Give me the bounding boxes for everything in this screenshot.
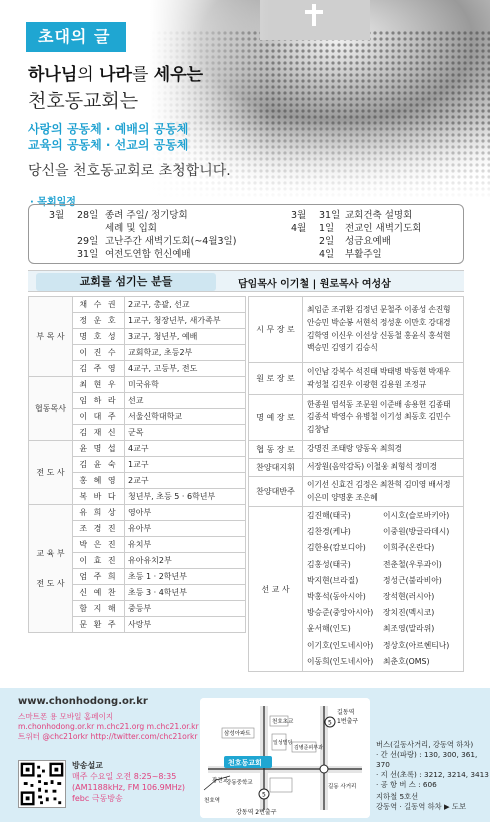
staff-role: 4교구, 고등부, 전도 — [125, 361, 246, 377]
map-label-jct: 길동 사거리 — [328, 784, 357, 790]
staff-name: 정 운 호 — [73, 313, 125, 329]
map-label-gangdong-school: 강동중학교 — [226, 780, 253, 786]
subline-1: 사랑의 공동체 · 예배의 공동체 — [28, 122, 189, 136]
missionary-name: 김홍성(태국) — [307, 559, 351, 569]
subline-2: 교육의 공동체 · 선교의 공동체 — [28, 138, 189, 152]
church-line: 천호동교회는 — [28, 90, 139, 112]
staff-title: 교회를 섬기는 분들 — [36, 273, 216, 291]
schedule-row: 4일 부활주일 — [319, 249, 382, 260]
missionary-name: 이시호(슬로바키아) — [383, 511, 450, 520]
schedule-row: 4월 1일 전교인 새벽기도회 — [291, 223, 422, 234]
staff-name: 이 효 진 — [73, 553, 125, 569]
staff-name: 신 예 찬 — [73, 585, 125, 601]
staff-name: 엄 주 희 — [73, 569, 125, 585]
broadcast-info: 방송설교 매주 수요일 오전 8:25~8:35 (AM1188kHz, FM 106.9MHz) febc 극동방송 — [72, 761, 185, 803]
staff-name: 문 환 주 — [73, 617, 125, 633]
mobile-info: 스마트폰 용 모바일 홈페이지 m.chonhodong.or.kr m.chc21.org m.chc21.or.kr 트위터 @chc21orkr http://twitter.com/chc21orkr — [18, 712, 199, 741]
transit-info: 버스(길동사거리, 강동역 하차) · 간 선(파랑) : 130, 300, 361, 370 · 지 선(초록) : 3212, 3214, 3413 · 공 항 버 스 : 606 지하철 5호선 강동역 · 길동역 하차 ▶ 도보 — [376, 740, 489, 811]
staff-name: 유 희 상 — [73, 505, 125, 521]
missionary-name: 장석현(러시아) — [383, 592, 435, 602]
svg-text:5: 5 — [262, 791, 266, 799]
staff-role: 중등부 — [125, 601, 246, 617]
staff-name: 채 수 권 — [73, 297, 125, 313]
staff-role: 군목 — [125, 425, 246, 441]
staff-row — [29, 441, 246, 457]
map-label-cheonho: 천호역 — [204, 798, 220, 804]
pastor-names: 담임목사 이기철 | 원로목사 여성삼 — [238, 279, 391, 290]
staff-role: 선교 — [125, 393, 246, 409]
map-label-ilseong: 일성빌딩 — [273, 740, 293, 746]
location-map[interactable] — [200, 698, 370, 818]
missionary-name: 이중원(방글라데시) — [383, 527, 450, 537]
missionary-name: 박홍석(동아시아) — [307, 592, 366, 602]
staff-name: 이 진 수 — [73, 345, 125, 361]
staff-row — [29, 505, 246, 521]
invitation-text: 당신을 천호동교회로 초청합니다. — [28, 163, 231, 179]
map-label-kimsspital: 김병준피부과 — [294, 745, 323, 751]
schedule-row: 29일 고난주간 새벽기도회(~4월3일) — [77, 236, 237, 247]
staff-role: 2교구 — [125, 473, 246, 489]
staff-row — [29, 377, 246, 393]
staff-role: 초등 3 · 4학년부 — [125, 585, 246, 601]
staff-role: 유아부 — [125, 521, 246, 537]
missionary-name: 이희주(온란다) — [383, 543, 435, 553]
staff-name: 김 윤 숙 — [73, 457, 125, 473]
map-label-station-top: 길동역 — [337, 709, 355, 716]
missionary-name: 방승준(중앙아시아) — [307, 608, 374, 618]
staff-name: 김 재 신 — [73, 425, 125, 441]
staff-role: 서울신학대학교 — [125, 409, 246, 425]
staff-name: 임 하 라 — [73, 393, 125, 409]
map-label-church: 천호동교회 — [228, 759, 262, 767]
elder-row: 시 무 장 로 최임준 조귀환 김정년 문철주 이종성 손진형 안승민 박순봉 서현석 정성훈 이만호 강대경 김학영 이신우 이선상 신동철 홍윤식 홍석현 백승민 김영기 김승식 — [249, 297, 464, 363]
missionary-name: 전춘철(우루과이) — [383, 559, 442, 569]
staff-role: 초등 1 · 2학년부 — [125, 569, 246, 585]
map-label-school: 천호초교 — [272, 719, 294, 725]
staff-role: 1교구, 청장년부, 새가족부 — [125, 313, 246, 329]
staff-role: 4교구 — [125, 441, 246, 457]
map-label-station-bottom: 강동역 2번출구 — [236, 809, 277, 816]
staff-name: 윤 명 섭 — [73, 441, 125, 457]
map-label-gwangjin: 광진교 — [212, 778, 228, 784]
missionary-name: 최춘호(OMS) — [383, 656, 430, 666]
elder-row: 명 예 장 로 한종원 염석동 조문원 이준배 송용헌 김종태 김종석 박영수 유병철 이기성 최동호 김민수 김창남 — [249, 395, 464, 441]
schedule-row: 3월 31일 교회건축 설명회 — [291, 210, 413, 221]
staff-row — [29, 297, 246, 313]
qr-code-icon[interactable] — [18, 760, 66, 808]
footer — [0, 688, 490, 822]
staff-role: 3교구, 청년부, 예배 — [125, 329, 246, 345]
missionary-name: 최조영(말라위) — [383, 624, 435, 634]
elder-row: 찬양대반주 이기선 신효건 김정은 최찬혁 김미영 배서정 이은미 양명훈 조은혜 — [249, 477, 464, 507]
staff-name: 복 바 다 — [73, 489, 125, 505]
schedule-title: · 목회일정 — [30, 197, 76, 208]
website-link[interactable]: www.chonhodong.or.kr — [18, 696, 148, 707]
staff-name: 이 대 주 — [73, 409, 125, 425]
staff-role: 유치부 — [125, 537, 246, 553]
missionary-name: 박지현(브라질) — [307, 575, 359, 585]
missionary-name: 윤서해(인도) — [307, 624, 351, 634]
missionary-row: 선 교 사 김진해(태국) 이시호(슬로바키아) 김찬경(케냐) 이중원(방글라데시) 김한용(캄보디아) 이희주(온란다) 김홍성(태국) 전춘철(우루과이) 박지현(브라질) 정성근(불라비아) 박홍석(동아시아) 장석현(러시아) 방승준(중앙아시아) 장치진(멕시코) 윤서해(인도) 최조영(말라위) 이기호(인도네시아) 정상호(아르헨티나) 이동희(인도네시아) 최춘호(OMS) — [249, 507, 464, 672]
staff-name: 최 현 우 — [73, 377, 125, 393]
staff-role: 2교구, 총괄, 선교 — [125, 297, 246, 313]
missionary-name: 정상호(아르헨티나) — [383, 640, 450, 650]
staff-role: 사랑부 — [125, 617, 246, 633]
staff-role: 교회학교, 초등2부 — [125, 345, 246, 361]
staff-name: 조 경 진 — [73, 521, 125, 537]
schedule-row: 3월 28일 종려 주일/ 정기당회 — [49, 210, 188, 221]
staff-role: 유아유치2부 — [125, 553, 246, 569]
missionary-name: 이동희(인도네시아) — [307, 656, 374, 666]
elder-row: 찬양대지휘 서장원(음악감독) 이철웅 최형석 정미경 — [249, 459, 464, 477]
staff-role: 청년부, 초등 5 · 6학년부 — [125, 489, 246, 505]
staff-name: 김 주 영 — [73, 361, 125, 377]
staff-name: 함 지 해 — [73, 601, 125, 617]
missionary-name: 이기호(인도네시아) — [307, 640, 374, 650]
missionary-name: 김한용(캄보디아) — [307, 543, 366, 553]
twitter-link[interactable]: 트위터 @chc21orkr http://twitter.com/chc21orkr — [18, 732, 198, 741]
schedule-row: 31일 여전도연합 헌신예배 — [77, 249, 191, 260]
invitation-tab: 초대의 글 — [26, 22, 126, 52]
staff-table — [28, 296, 246, 633]
staff-header — [28, 270, 464, 292]
staff-name: 명 호 성 — [73, 329, 125, 345]
missionary-list — [307, 508, 459, 670]
staff-group: 교 육 부 전 도 사 — [29, 505, 73, 633]
elder-row: 원 로 장 로 이인남 강복수 석진태 박태병 박동현 박재우 곽성철 김진우 이광현 김용원 조정규 — [249, 363, 464, 395]
schedule-row: 세례 및 입회 — [105, 223, 157, 234]
staff-group: 전 도 사 — [29, 441, 73, 505]
headline: 하나님의 나라를 세우는 — [28, 65, 204, 85]
mobile-links[interactable]: m.chonhodong.or.kr m.chc21.org m.chc21.or.kr — [18, 722, 199, 731]
staff-name: 홍 혜 영 — [73, 473, 125, 489]
staff-role: 미국유학 — [125, 377, 246, 393]
staff-group: 부 목 사 — [29, 297, 73, 377]
schedule-box — [28, 204, 464, 264]
missionary-name: 장치진(멕시코) — [383, 608, 435, 618]
svg-text:5: 5 — [328, 719, 332, 727]
elders-table — [248, 296, 464, 672]
schedule-row: 2일 성금요예배 — [319, 236, 391, 247]
missionary-name: 김진해(태국) — [307, 511, 351, 520]
staff-name: 박 은 진 — [73, 537, 125, 553]
missionary-name: 김찬경(케냐) — [307, 527, 351, 537]
hero-banner — [0, 0, 490, 200]
map-label-samsung: 삼성아파트 — [224, 731, 251, 737]
staff-role: 영아부 — [125, 505, 246, 521]
staff-group: 협동목사 — [29, 377, 73, 441]
staff-role: 1교구 — [125, 457, 246, 473]
elder-row: 협 동 장 로 강명진 조태랑 양동욱 최희경 — [249, 441, 464, 459]
map-label-exit-top: 1번출구 — [337, 718, 359, 725]
missionary-name: 정성근(불라비아) — [383, 575, 442, 585]
